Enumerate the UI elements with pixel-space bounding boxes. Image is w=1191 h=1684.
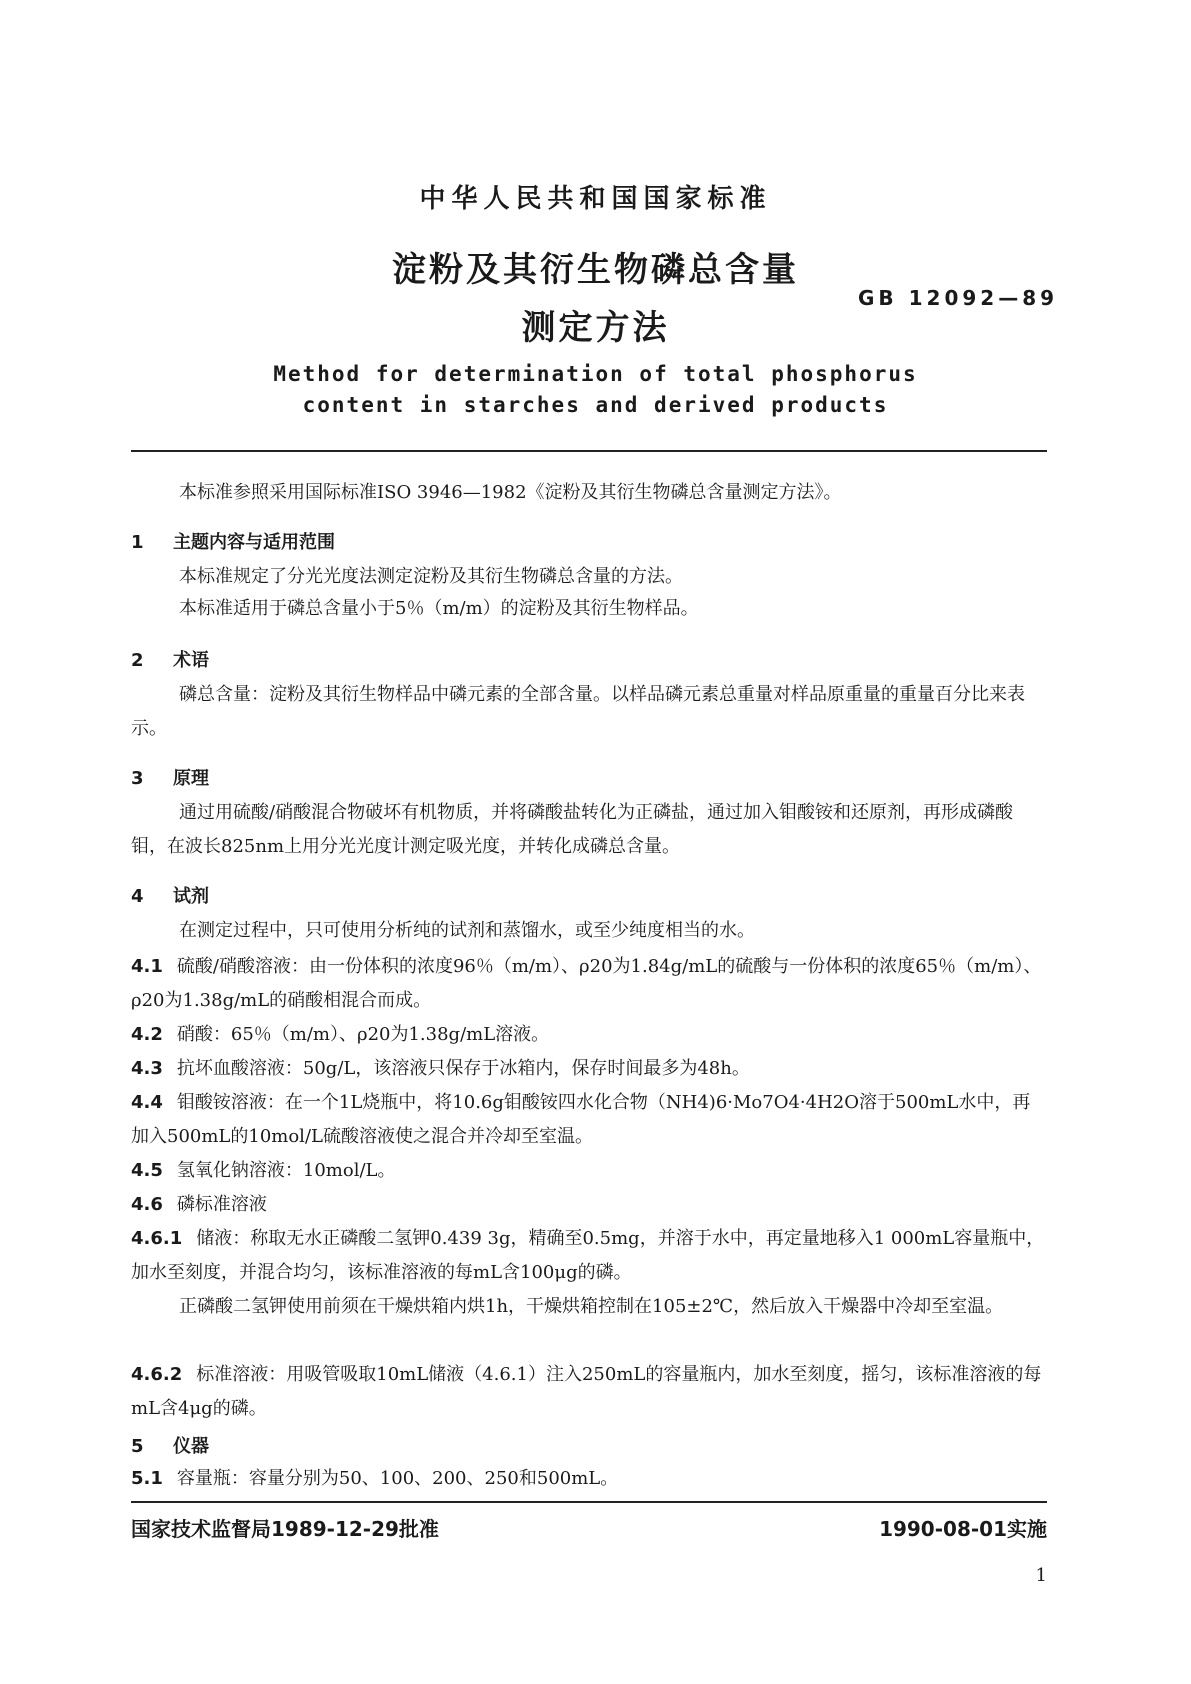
item-4-1	[131, 950, 1047, 1018]
section-number: 3	[131, 768, 144, 789]
section-1-paragraph-1: 本标准规定了分光光度法测定淀粉及其衍生物磷总含量的方法。	[179, 566, 683, 587]
section-1-heading	[131, 528, 335, 554]
section-title: 术语	[173, 650, 209, 671]
item-4-6-1-note: 正磷酸二氢钾使用前须在干燥烘箱内烘1h，干燥烘箱控制在105±2℃，然后放入干燥器中冷却至室温。	[179, 1296, 1004, 1317]
intro-paragraph: 本标准参照采用国际标准ISO 3946—1982《淀粉及其衍生物磷总含量测定方法》。	[179, 482, 842, 503]
section-number: 2	[131, 650, 144, 671]
section-3-heading	[131, 764, 209, 790]
item-number: 4.6	[131, 1194, 163, 1215]
effective-date: 1990-08-01实施	[879, 1517, 1047, 1541]
item-number: 4.6.1	[131, 1228, 183, 1249]
item-4-4	[131, 1086, 1047, 1154]
item-text: 钼酸铵溶液：在一个1L烧瓶中，将10.6g钼酸铵四水化合物（NH4)6·Mo7O4·4H2O溶于500mL水中，再加入500mL的10mol/L硫酸溶液使之混合并冷却至室温。	[131, 1092, 1031, 1147]
section-3-paragraph-1: 通过用硫酸/硝酸混合物破坏有机物质，并将磷酸盐转化为正磷盐，通过加入钼酸铵和还原剂，再形成磷酸钼，在波长825nm上用分光光度计测定吸光度，并转化成磷总含量。	[131, 802, 1014, 857]
item-number: 4.3	[131, 1058, 163, 1079]
item-4-5	[131, 1154, 1047, 1188]
page-number: 1	[1035, 1565, 1047, 1586]
section-title: 主题内容与适用范围	[173, 532, 335, 553]
standard-code: GB 12092—89	[858, 286, 1059, 310]
item-text: 储液：称取无水正磷酸二氢钾0.439 3g，精确至0.5mg，并溶于水中，再定量地移入1 000mL容量瓶中，加水至刻度，并混合均匀，该标准溶液的每mL含100μg的磷。	[131, 1228, 1045, 1283]
section-5-heading	[131, 1432, 209, 1458]
section-4-heading	[131, 882, 209, 908]
header-divider	[131, 450, 1047, 452]
item-number: 4.6.2	[131, 1364, 183, 1385]
item-5-1	[131, 1462, 1047, 1496]
item-number: 5.1	[131, 1468, 163, 1489]
section-title: 原理	[173, 768, 209, 789]
item-text: 氢氧化钠溶液：10mol/L。	[176, 1160, 396, 1181]
section-title: 试剂	[173, 886, 209, 907]
item-text: 硫酸/硝酸溶液：由一份体积的浓度96％（m/m）、ρ20为1.84g/mL的硫酸与一份体积的浓度65％（m/m）、ρ20为1.38g/mL的硝酸相混合而成。	[131, 956, 1042, 1011]
title-line-2: 测定方法	[521, 308, 670, 348]
national-standard-heading: 中华人民共和国国家标准	[419, 184, 772, 214]
approval-date: 国家技术监督局1989-12-29批准	[131, 1517, 439, 1541]
item-4-6	[131, 1188, 1047, 1222]
item-text: 容量瓶：容量分别为50、100、200、250和500mL。	[176, 1468, 619, 1489]
footer-divider	[131, 1501, 1047, 1503]
section-number: 1	[131, 532, 144, 553]
item-text: 磷标准溶液	[176, 1194, 267, 1215]
section-2-paragraph-1: 磷总含量：淀粉及其衍生物样品中磷元素的全部含量。以样品磷元素总重量对样品原重量的重量百分比来表示。	[131, 684, 1025, 739]
item-number: 4.2	[131, 1024, 163, 1045]
item-4-6-2	[131, 1358, 1047, 1426]
item-text: 标准溶液：用吸管吸取10mL储液（4.6.1）注入250mL的容量瓶内，加水至刻度，摇匀，该标准溶液的每mL含4μg的磷。	[131, 1364, 1042, 1419]
item-text: 抗坏血酸溶液：50g/L，该溶液只保存于冰箱内，保存时间最多为48h。	[176, 1058, 750, 1079]
section-1-paragraph-2: 本标准适用于磷总含量小于5％（m/m）的淀粉及其衍生物样品。	[179, 598, 699, 619]
item-number: 4.1	[131, 956, 163, 977]
item-text: 硝酸：65％（m/m）、ρ20为1.38g/mL溶液。	[176, 1024, 550, 1045]
section-number: 4	[131, 886, 144, 907]
item-4-3	[131, 1052, 1047, 1086]
item-4-6-1	[131, 1222, 1047, 1290]
section-4-paragraph-1: 在测定过程中，只可使用分析纯的试剂和蒸馏水，或至少纯度相当的水。	[179, 920, 755, 941]
item-number: 4.5	[131, 1160, 163, 1181]
english-title-line-1: Method for determination of total phosphorus	[273, 362, 918, 386]
item-number: 4.4	[131, 1092, 163, 1113]
section-title: 仪器	[173, 1436, 209, 1457]
section-2-heading	[131, 646, 209, 672]
section-number: 5	[131, 1436, 144, 1457]
english-title-line-2: content in starches and derived products	[302, 393, 889, 417]
item-4-2	[131, 1018, 1047, 1052]
title-line-1: 淀粉及其衍生物磷总含量	[392, 250, 799, 290]
